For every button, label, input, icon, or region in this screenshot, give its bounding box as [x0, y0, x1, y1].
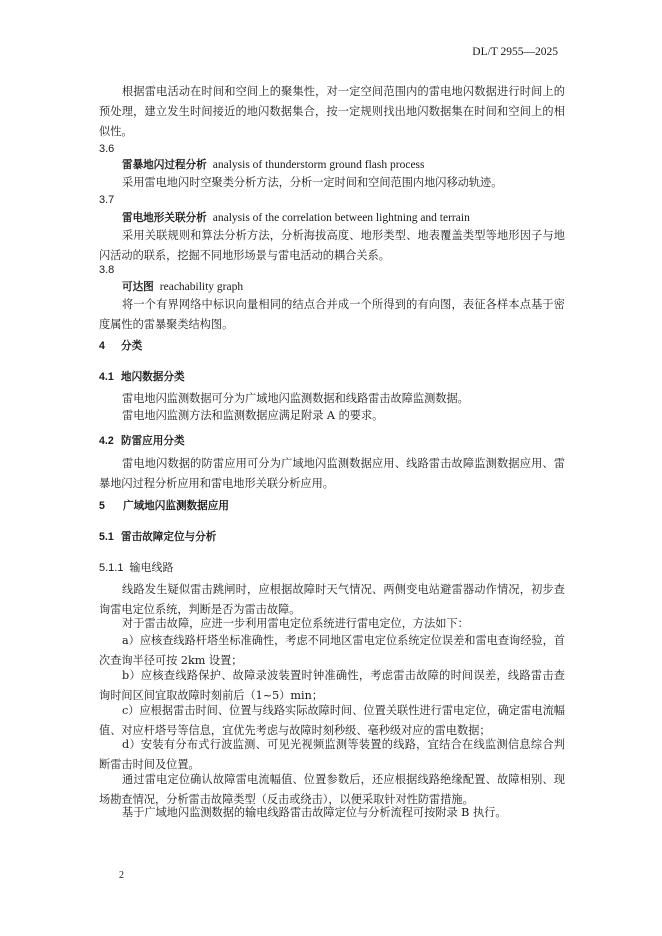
clause-number: 3.8 — [99, 264, 115, 276]
term-chinese: 雷暴地闪过程分析 — [122, 159, 207, 171]
paragraph: 根据雷电活动在时间和空间上的聚集性，对一定空间范围内的雷电地闪数据进行时间上的预处理，建立发生时间接近的地闪数据集合，按一定规则找出地闪数据集在时间和空间上的相似性。 — [99, 85, 565, 138]
heading-title: 雷击故障定位与分析 — [121, 531, 217, 543]
section-heading-5-1-1 — [99, 559, 173, 575]
section-heading-4 — [99, 338, 142, 353]
section-heading-5-1 — [99, 529, 216, 544]
list-item-b: b）应核查线路保护、故障录波装置时钟准确性，考虑雷击故障的时间误差，线路雷击查询时间区间宜取故障时刻前后（1~5）min； — [99, 669, 565, 702]
term-english: analysis of thunderstorm ground flash process — [212, 159, 425, 171]
section-heading-4-2 — [99, 433, 185, 448]
heading-number: 5 — [99, 500, 105, 512]
header-standard-number: DL/T 2955—2025 — [472, 46, 558, 58]
clause-number: 3.6 — [99, 143, 115, 155]
section-heading-5 — [99, 498, 229, 513]
heading-number: 5.1.1 — [99, 562, 124, 574]
paragraph: 雷电地闪数据的防雷应用可分为广域地闪监测数据应用、线路雷击故障监测数据应用、雷暴地闪过程分析应用和雷电地形关联分析应用。 — [99, 457, 565, 490]
term-chinese: 可达图 — [122, 281, 154, 293]
heading-title: 分类 — [121, 340, 143, 352]
paragraph: 线路发生疑似雷击跳闸时，应根据故障时天气情况、两侧变电站避雷器动作情况，初步查询雷电定位系统，判断是否为雷击故障。 — [99, 583, 565, 616]
paragraph: 雷电地闪监测方法和监测数据应满足附录 A 的要求。 — [122, 409, 384, 422]
term-english: reachability graph — [159, 281, 244, 293]
list-item-d: d）安装有分布式行波监测、可见光视频监测等装置的线路，宜结合在线监测信息综合判断雷击时间及位置。 — [99, 738, 565, 771]
heading-number: 4 — [99, 340, 105, 352]
paragraph: 雷电地闪监测数据可分为广域地闪监测数据和线路雷击故障监测数据。 — [122, 392, 469, 405]
term-3-7 — [122, 210, 470, 225]
paragraph: 通过雷电定位确认故障雷电流幅值、位置参数后，还应根据线路绝缘配置、故障相别、现场勘查情况，分析雷击故障类型（反击或绕击），以便采取针对性防雷措施。 — [99, 773, 565, 806]
heading-title: 地闪数据分类 — [121, 371, 185, 383]
term-english: analysis of the correlation between lightning and terrain — [212, 212, 470, 224]
term-chinese: 雷电地形关联分析 — [122, 212, 207, 224]
section-heading-4-1 — [99, 369, 185, 384]
list-item-c: c）应根据雷击时间、位置与线路实际故障时间、位置关联性进行雷电定位，确定雷电流幅值、对应杆塔号等信息，宜优先考虑与故障时刻秒级、毫秒级对应的雷电数据； — [99, 704, 565, 737]
heading-title: 广域地闪监测数据应用 — [123, 500, 229, 512]
paragraph: 对于雷击故障，应进一步利用雷电定位系统进行雷电定位，方法如下： — [122, 617, 469, 630]
heading-number: 5.1 — [99, 531, 114, 543]
term-3-6 — [122, 157, 425, 172]
term-3-8 — [122, 279, 243, 294]
heading-number: 4.1 — [99, 371, 114, 383]
heading-number: 4.2 — [99, 435, 114, 447]
paragraph: 将一个有界网络中标识向量相同的结点合并成一个所得到的有向图，表征各样本点基于密度属性的雷暴聚类结构图。 — [99, 298, 565, 331]
list-item-a: a）应核查线路杆塔坐标准确性，考虑不同地区雷电定位系统定位误差和雷电查询经验，首次查询半径可按 2km 设置； — [99, 634, 565, 667]
paragraph: 采用关联规则和算法分析方法，分析海拔高度、地形类型、地表覆盖类型等地形因子与地闪活动的联系，挖掘不同地形场景与雷电活动的耦合关系。 — [99, 229, 565, 262]
clause-number: 3.7 — [99, 194, 115, 206]
page-number: 2 — [119, 870, 124, 881]
paragraph: 采用雷电地闪时空聚类分析方法，分析一定时间和空间范围内地闪移动轨迹。 — [122, 176, 503, 189]
heading-title: 输电线路 — [129, 561, 174, 574]
paragraph: 基于广域地闪监测数据的输电线路雷击故障定位与分析流程可按附录 B 执行。 — [122, 806, 507, 819]
heading-title: 防雷应用分类 — [121, 435, 185, 447]
